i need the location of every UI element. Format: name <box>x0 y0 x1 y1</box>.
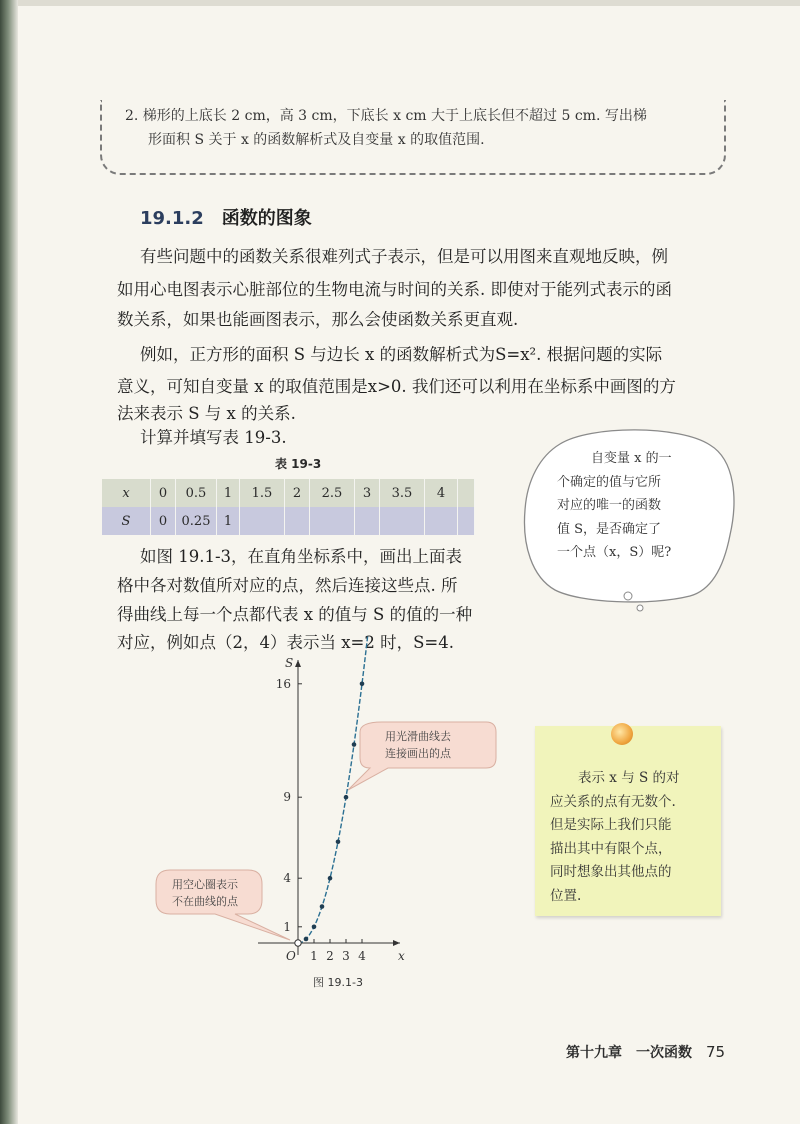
table-cell: 4 <box>425 479 458 507</box>
paragraph-line: 意义，可知自变量 x 的取值范围是x>0. 我们还可以利用在坐标系中画图的方 <box>117 377 676 396</box>
exercise-line-1: 2. 梯形的上底长 2 cm，高 3 cm，下底长 x cm 大于上底长但不超过 5 cm. 写出梯 <box>125 108 647 124</box>
sticky-line: 同时想象出其他点的 <box>550 864 672 880</box>
paragraph-line: 对应，例如点（2，4）表示当 x=2 时，S=4. <box>117 633 454 652</box>
table-cell: x <box>102 479 151 507</box>
hollow-callout-text <box>172 876 238 910</box>
table-cell: S <box>102 507 151 535</box>
table-cell: 0.25 <box>176 507 217 535</box>
table-cell: 1 <box>217 479 240 507</box>
y-axis-label: S <box>285 656 294 670</box>
smooth-callout-text <box>385 728 451 762</box>
sticky-line: 描出其中有限个点， <box>550 840 672 857</box>
data-point <box>320 904 325 909</box>
x-tick-label: 3 <box>342 949 350 963</box>
origin-label: O <box>286 949 296 963</box>
bubble-line: 值 S，是否确定了 <box>557 521 662 537</box>
table-cell: 0 <box>151 479 176 507</box>
plot-area <box>295 637 368 947</box>
data-point <box>328 876 333 881</box>
paragraph-line: 计算并填写表 19-3. <box>140 428 287 447</box>
thought-bubble-text <box>557 447 715 565</box>
x-tick-label: 2 <box>326 949 334 963</box>
callout-line: 连接画出的点 <box>385 747 451 760</box>
table-cell: 3.5 <box>380 479 425 507</box>
paragraph-line: 得曲线上每一个点都代表 x 的值与 S 的值的一种 <box>117 605 473 624</box>
data-point <box>304 937 309 942</box>
bubble-line: 对应的唯一的函数 <box>557 498 662 513</box>
x-tick-label: 4 <box>358 949 366 963</box>
paragraph-line: 如图 19.1-3，在直角坐标系中，画出上面表 <box>140 547 463 566</box>
figure-caption: 图 19.1-3 <box>313 976 363 989</box>
thought-bubble-dot <box>637 605 643 611</box>
paragraph-line: 如用心电图表示心脏部位的生物电流与时间的关系. 即使对于能列式表示的函 <box>117 280 672 299</box>
x-axis-arrow-icon <box>393 940 400 946</box>
table-cell: 0 <box>151 507 176 535</box>
y-tick-label: 16 <box>275 676 291 691</box>
thought-bubble-dot <box>624 592 632 600</box>
paragraph-line: 有些问题中的函数关系很难列式子表示，但是可以用图来直观地反映，例 <box>140 247 668 266</box>
section-number: 19.1.2 <box>140 208 204 229</box>
paragraph-line: 法来表示 S 与 x 的关系. <box>117 404 296 423</box>
data-point <box>312 925 317 930</box>
callout-line: 用光滑曲线去 <box>385 730 451 743</box>
chapter-title: 第十九章 一次函数 <box>566 1045 692 1061</box>
sticky-line: 表示 x 与 S 的对 <box>578 770 680 786</box>
table-cell: 2.5 <box>310 479 355 507</box>
callout-line: 用空心圈表示 <box>172 878 238 891</box>
bubble-line: 自变量 x 的一 <box>591 451 672 466</box>
series-curve <box>298 637 368 944</box>
sticky-line: 但是实际上我们只能 <box>550 817 672 833</box>
table-cell: 1.5 <box>240 479 285 507</box>
table-cell: 2 <box>285 479 310 507</box>
axes <box>258 656 405 963</box>
table-cell: 3 <box>355 479 380 507</box>
x-axis-label: x <box>398 949 405 963</box>
sticky-line: 位置. <box>550 887 582 904</box>
exercise-line-2: 形面积 S 关于 x 的函数解析式及自变量 x 的取值范围. <box>148 132 485 148</box>
x-tick-label: 1 <box>310 949 318 963</box>
page-footer <box>566 1042 725 1062</box>
table-caption: 表 19-3 <box>275 457 322 471</box>
callout-line: 不在曲线的点 <box>172 895 238 908</box>
data-point <box>360 682 365 687</box>
page-number: 75 <box>706 1043 726 1061</box>
pushpin-icon <box>611 723 633 745</box>
paragraph-line: 数关系，如果也能画图表示，那么会使函数关系更直观. <box>117 310 519 329</box>
table-cell: 0.5 <box>176 479 217 507</box>
data-point <box>336 839 341 844</box>
bubble-line: 个确定的值与它所 <box>557 474 662 490</box>
y-axis-arrow-icon <box>295 660 301 667</box>
section-title: 函数的图象 <box>221 208 312 229</box>
sticky-line: 应关系的点有无数个. <box>550 793 676 810</box>
y-tick-label: 4 <box>283 871 291 886</box>
bubble-line: 一个点（x，S）呢? <box>557 545 672 560</box>
paragraph-line: 格中各对数值所对应的点，然后连接这些点. 所 <box>117 576 458 595</box>
data-point <box>344 795 349 800</box>
data-point <box>352 742 357 747</box>
paragraph-line: 例如，正方形的面积 S 与边长 x 的函数解析式为S=x². 根据问题的实际 <box>140 345 663 364</box>
y-tick-label: 1 <box>283 919 291 934</box>
hollow-point <box>295 940 301 946</box>
y-tick-label: 9 <box>283 790 291 805</box>
table-cell: 1 <box>217 507 240 535</box>
sticky-note-text <box>550 767 715 908</box>
